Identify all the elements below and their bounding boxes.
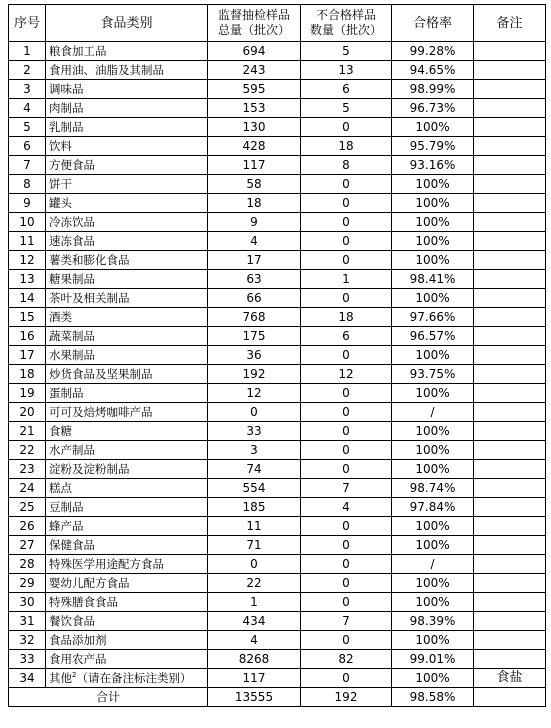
row-failed: 0 <box>301 403 392 422</box>
row-note <box>474 194 546 213</box>
row-seq: 27 <box>9 536 46 555</box>
row-rate: 100% <box>392 460 474 479</box>
row-seq: 9 <box>9 194 46 213</box>
row-total: 554 <box>208 479 301 498</box>
row-category <box>46 289 208 308</box>
row-total: 243 <box>208 61 301 80</box>
row-category-text: 餐饮食品 <box>49 614 95 628</box>
row-rate: 96.57% <box>392 327 474 346</box>
row-seq: 12 <box>9 251 46 270</box>
row-category <box>46 517 208 536</box>
row-seq: 21 <box>9 422 46 441</box>
table-row <box>9 156 546 175</box>
row-failed: 18 <box>301 137 392 156</box>
row-note <box>474 308 546 327</box>
row-failed: 0 <box>301 441 392 460</box>
table-row <box>9 517 546 536</box>
total-note <box>474 688 546 707</box>
row-category <box>46 99 208 118</box>
row-seq: 16 <box>9 327 46 346</box>
row-failed: 0 <box>301 175 392 194</box>
row-category <box>46 403 208 422</box>
row-total: 185 <box>208 498 301 517</box>
row-seq: 7 <box>9 156 46 175</box>
row-failed: 5 <box>301 42 392 61</box>
row-category-text: 豆制品 <box>49 500 84 514</box>
table-row <box>9 574 546 593</box>
table-row <box>9 194 546 213</box>
row-seq: 17 <box>9 346 46 365</box>
row-total: 4 <box>208 631 301 650</box>
row-category <box>46 593 208 612</box>
row-category-text: 肉制品 <box>49 101 84 115</box>
row-note <box>474 232 546 251</box>
row-category <box>46 194 208 213</box>
table-row <box>9 612 546 631</box>
row-category-text: 糕点 <box>49 481 72 495</box>
table-row <box>9 631 546 650</box>
row-failed: 12 <box>301 365 392 384</box>
row-seq: 31 <box>9 612 46 631</box>
table-row <box>9 99 546 118</box>
row-rate: 100% <box>392 517 474 536</box>
row-category-text: 速冻食品 <box>49 234 95 248</box>
table-row <box>9 479 546 498</box>
table-row <box>9 593 546 612</box>
row-seq: 24 <box>9 479 46 498</box>
table-row <box>9 251 546 270</box>
row-seq: 20 <box>9 403 46 422</box>
row-category-text: 食品添加剂 <box>49 633 107 647</box>
row-rate: 100% <box>392 593 474 612</box>
header-failed <box>301 5 392 42</box>
row-failed: 4 <box>301 498 392 517</box>
row-seq: 33 <box>9 650 46 669</box>
row-category-text: 糖果制品 <box>49 272 95 286</box>
row-total: 17 <box>208 251 301 270</box>
row-category <box>46 327 208 346</box>
row-total: 11 <box>208 517 301 536</box>
row-category-text: 特殊医学用途配方食品 <box>49 557 164 571</box>
header-note: 备注 <box>474 5 546 42</box>
header-total-line2: 总量（批次） <box>217 23 290 37</box>
row-total: 18 <box>208 194 301 213</box>
row-category <box>46 384 208 403</box>
row-category-text: 调味品 <box>49 82 84 96</box>
row-failed: 0 <box>301 232 392 251</box>
table-row <box>9 441 546 460</box>
row-seq: 10 <box>9 213 46 232</box>
row-rate: 93.75% <box>392 365 474 384</box>
row-category-text: 罐头 <box>49 196 72 210</box>
header-category: 食品类别 <box>46 5 208 42</box>
row-rate: 100% <box>392 441 474 460</box>
row-rate: 97.84% <box>392 498 474 517</box>
row-category-text: 其他 <box>49 671 72 685</box>
table-row <box>9 498 546 517</box>
row-total: 4 <box>208 232 301 251</box>
row-failed: 0 <box>301 118 392 137</box>
row-note: 食盐 <box>474 669 546 688</box>
row-failed: 1 <box>301 270 392 289</box>
row-seq: 29 <box>9 574 46 593</box>
row-note <box>474 460 546 479</box>
row-seq: 23 <box>9 460 46 479</box>
row-rate: 95.79% <box>392 137 474 156</box>
row-failed: 13 <box>301 61 392 80</box>
table-body <box>9 42 546 688</box>
row-seq: 26 <box>9 517 46 536</box>
row-failed: 18 <box>301 308 392 327</box>
row-note <box>474 650 546 669</box>
row-category-text: 水果制品 <box>49 348 95 362</box>
row-category <box>46 156 208 175</box>
total-row <box>9 688 546 707</box>
row-category <box>46 441 208 460</box>
row-total: 1 <box>208 593 301 612</box>
row-rate: 100% <box>392 384 474 403</box>
row-category-text: 淀粉及淀粉制品 <box>49 462 130 476</box>
row-category-text: 炒货食品及坚果制品 <box>49 367 153 381</box>
row-total: 153 <box>208 99 301 118</box>
total-samples: 13555 <box>208 688 301 707</box>
row-category-text: 冷冻饮品 <box>49 215 95 229</box>
total-failed: 192 <box>301 688 392 707</box>
row-failed: 0 <box>301 346 392 365</box>
table-row <box>9 289 546 308</box>
row-note <box>474 384 546 403</box>
row-rate: 99.01% <box>392 650 474 669</box>
row-category <box>46 42 208 61</box>
row-category-text: 保健食品 <box>49 538 95 552</box>
row-total: 175 <box>208 327 301 346</box>
row-failed: 6 <box>301 327 392 346</box>
row-note <box>474 631 546 650</box>
row-note <box>474 346 546 365</box>
row-total: 192 <box>208 365 301 384</box>
row-total: 434 <box>208 612 301 631</box>
row-note <box>474 80 546 99</box>
row-total: 22 <box>208 574 301 593</box>
row-failed: 0 <box>301 517 392 536</box>
row-category-text: 水产制品 <box>49 443 95 457</box>
row-seq: 1 <box>9 42 46 61</box>
table-row <box>9 42 546 61</box>
row-note <box>474 289 546 308</box>
row-failed: 7 <box>301 612 392 631</box>
table-row <box>9 61 546 80</box>
row-failed: 0 <box>301 422 392 441</box>
row-category-text: 食用油、油脂及其制品 <box>49 63 164 77</box>
header-failed-line2: 数量（批次） <box>309 23 382 37</box>
row-rate: / <box>392 555 474 574</box>
row-note <box>474 403 546 422</box>
row-failed: 0 <box>301 194 392 213</box>
row-rate: 100% <box>392 422 474 441</box>
header-failed-line1: 不合格样品 <box>315 8 376 22</box>
row-failed: 0 <box>301 669 392 688</box>
row-rate: 94.65% <box>392 61 474 80</box>
row-failed: 5 <box>301 99 392 118</box>
header-rate: 合格率 <box>392 5 474 42</box>
row-note <box>474 42 546 61</box>
row-total: 33 <box>208 422 301 441</box>
row-rate: / <box>392 403 474 422</box>
row-category <box>46 498 208 517</box>
row-category <box>46 555 208 574</box>
row-failed: 6 <box>301 80 392 99</box>
row-total: 74 <box>208 460 301 479</box>
row-note <box>474 536 546 555</box>
row-rate: 98.39% <box>392 612 474 631</box>
row-seq: 28 <box>9 555 46 574</box>
inspection-table-container <box>8 4 546 707</box>
header-total-line1: 监督抽检样品 <box>217 8 290 22</box>
row-total: 12 <box>208 384 301 403</box>
row-rate: 100% <box>392 536 474 555</box>
header-total <box>208 5 301 42</box>
row-note <box>474 270 546 289</box>
row-total: 117 <box>208 669 301 688</box>
row-total: 0 <box>208 403 301 422</box>
row-seq: 14 <box>9 289 46 308</box>
row-total: 8268 <box>208 650 301 669</box>
row-category-text: 特殊膳食食品 <box>49 595 118 609</box>
table-row <box>9 137 546 156</box>
row-seq: 11 <box>9 232 46 251</box>
row-total: 66 <box>208 289 301 308</box>
row-total: 58 <box>208 175 301 194</box>
row-note <box>474 327 546 346</box>
table-row <box>9 384 546 403</box>
row-total: 9 <box>208 213 301 232</box>
table-row <box>9 650 546 669</box>
row-category <box>46 365 208 384</box>
row-total: 768 <box>208 308 301 327</box>
row-total: 595 <box>208 80 301 99</box>
row-category <box>46 612 208 631</box>
row-category <box>46 118 208 137</box>
row-failed: 8 <box>301 156 392 175</box>
row-category <box>46 308 208 327</box>
row-rate: 99.28% <box>392 42 474 61</box>
table-row <box>9 536 546 555</box>
table-footer <box>9 688 546 707</box>
row-failed: 0 <box>301 536 392 555</box>
row-category <box>46 213 208 232</box>
row-failed: 0 <box>301 213 392 232</box>
row-category-text: 婴幼儿配方食品 <box>49 576 130 590</box>
row-category-text: 乳制品 <box>49 120 84 134</box>
row-total: 117 <box>208 156 301 175</box>
row-rate: 98.99% <box>392 80 474 99</box>
row-note <box>474 422 546 441</box>
table-row <box>9 80 546 99</box>
row-rate: 100% <box>392 194 474 213</box>
table-row <box>9 346 546 365</box>
row-note <box>474 213 546 232</box>
row-category <box>46 346 208 365</box>
row-seq: 15 <box>9 308 46 327</box>
row-category <box>46 460 208 479</box>
row-seq: 6 <box>9 137 46 156</box>
row-seq: 19 <box>9 384 46 403</box>
row-failed: 7 <box>301 479 392 498</box>
row-failed: 0 <box>301 251 392 270</box>
row-category <box>46 479 208 498</box>
row-category-text: 方便食品 <box>49 158 95 172</box>
row-seq: 22 <box>9 441 46 460</box>
row-rate: 100% <box>392 574 474 593</box>
row-note <box>474 479 546 498</box>
row-total: 36 <box>208 346 301 365</box>
row-rate: 100% <box>392 346 474 365</box>
row-category-text: 食糖 <box>49 424 72 438</box>
table-row <box>9 403 546 422</box>
row-category-text: 饼干 <box>49 177 72 191</box>
row-rate: 100% <box>392 213 474 232</box>
row-note <box>474 441 546 460</box>
row-note <box>474 156 546 175</box>
row-seq: 5 <box>9 118 46 137</box>
row-failed: 0 <box>301 289 392 308</box>
row-seq: 8 <box>9 175 46 194</box>
row-rate: 100% <box>392 251 474 270</box>
row-category <box>46 175 208 194</box>
table-row <box>9 118 546 137</box>
table-row <box>9 213 546 232</box>
row-failed: 0 <box>301 631 392 650</box>
row-rate: 100% <box>392 175 474 194</box>
row-note <box>474 251 546 270</box>
row-rate: 100% <box>392 118 474 137</box>
row-total: 63 <box>208 270 301 289</box>
row-category <box>46 80 208 99</box>
row-note <box>474 517 546 536</box>
table-row <box>9 365 546 384</box>
row-rate: 100% <box>392 631 474 650</box>
row-total: 3 <box>208 441 301 460</box>
row-total: 0 <box>208 555 301 574</box>
row-category-text: 粮食加工品 <box>49 44 107 58</box>
row-failed: 0 <box>301 460 392 479</box>
table-row <box>9 327 546 346</box>
row-category-text: 蜂产品 <box>49 519 84 533</box>
row-note <box>474 574 546 593</box>
row-category <box>46 251 208 270</box>
row-category-text: 饮料 <box>49 139 72 153</box>
row-failed: 0 <box>301 555 392 574</box>
row-rate: 100% <box>392 669 474 688</box>
row-failed: 0 <box>301 384 392 403</box>
row-category <box>46 650 208 669</box>
row-total: 428 <box>208 137 301 156</box>
row-note <box>474 175 546 194</box>
row-category-text: 薯类和膨化食品 <box>49 253 130 267</box>
row-note <box>474 498 546 517</box>
row-seq: 4 <box>9 99 46 118</box>
row-category <box>46 232 208 251</box>
row-note <box>474 612 546 631</box>
row-category-text: 可可及焙烤咖啡产品 <box>49 405 153 419</box>
table-row <box>9 308 546 327</box>
footnote-marker: 2 <box>72 671 77 680</box>
row-note <box>474 99 546 118</box>
row-note <box>474 593 546 612</box>
row-category <box>46 270 208 289</box>
table-row <box>9 669 546 688</box>
table-row <box>9 270 546 289</box>
row-total: 71 <box>208 536 301 555</box>
table-header <box>9 5 546 42</box>
row-note <box>474 365 546 384</box>
row-note <box>474 61 546 80</box>
row-rate: 100% <box>392 232 474 251</box>
inspection-results-table <box>8 4 546 707</box>
row-category-text: 蔬菜制品 <box>49 329 95 343</box>
row-category-text: 蛋制品 <box>49 386 84 400</box>
row-rate: 98.74% <box>392 479 474 498</box>
table-row <box>9 555 546 574</box>
table-row <box>9 460 546 479</box>
row-seq: 32 <box>9 631 46 650</box>
row-seq: 18 <box>9 365 46 384</box>
row-rate: 100% <box>392 289 474 308</box>
row-seq: 13 <box>9 270 46 289</box>
table-row <box>9 232 546 251</box>
row-category <box>46 422 208 441</box>
table-row <box>9 175 546 194</box>
row-total: 694 <box>208 42 301 61</box>
header-seq: 序号 <box>9 5 46 42</box>
row-seq: 30 <box>9 593 46 612</box>
header-row <box>9 5 546 42</box>
row-seq: 25 <box>9 498 46 517</box>
row-category <box>46 574 208 593</box>
row-category <box>46 631 208 650</box>
row-category <box>46 669 208 688</box>
row-category <box>46 137 208 156</box>
row-total: 130 <box>208 118 301 137</box>
row-rate: 96.73% <box>392 99 474 118</box>
row-note <box>474 137 546 156</box>
total-label: 合计 <box>9 688 208 707</box>
row-rate: 98.41% <box>392 270 474 289</box>
table-row <box>9 422 546 441</box>
total-rate: 98.58% <box>392 688 474 707</box>
row-seq: 34 <box>9 669 46 688</box>
row-failed: 0 <box>301 593 392 612</box>
row-category-suffix: （请在备注标注类别） <box>76 671 192 685</box>
row-category-text: 酒类 <box>49 310 72 324</box>
row-category-text: 食用农产品 <box>49 652 107 666</box>
row-seq: 2 <box>9 61 46 80</box>
row-failed: 0 <box>301 574 392 593</box>
row-note <box>474 555 546 574</box>
row-category-text: 茶叶及相关制品 <box>49 291 130 305</box>
row-note <box>474 118 546 137</box>
row-seq: 3 <box>9 80 46 99</box>
row-category <box>46 61 208 80</box>
row-rate: 93.16% <box>392 156 474 175</box>
row-rate: 97.66% <box>392 308 474 327</box>
row-category <box>46 536 208 555</box>
row-failed: 82 <box>301 650 392 669</box>
